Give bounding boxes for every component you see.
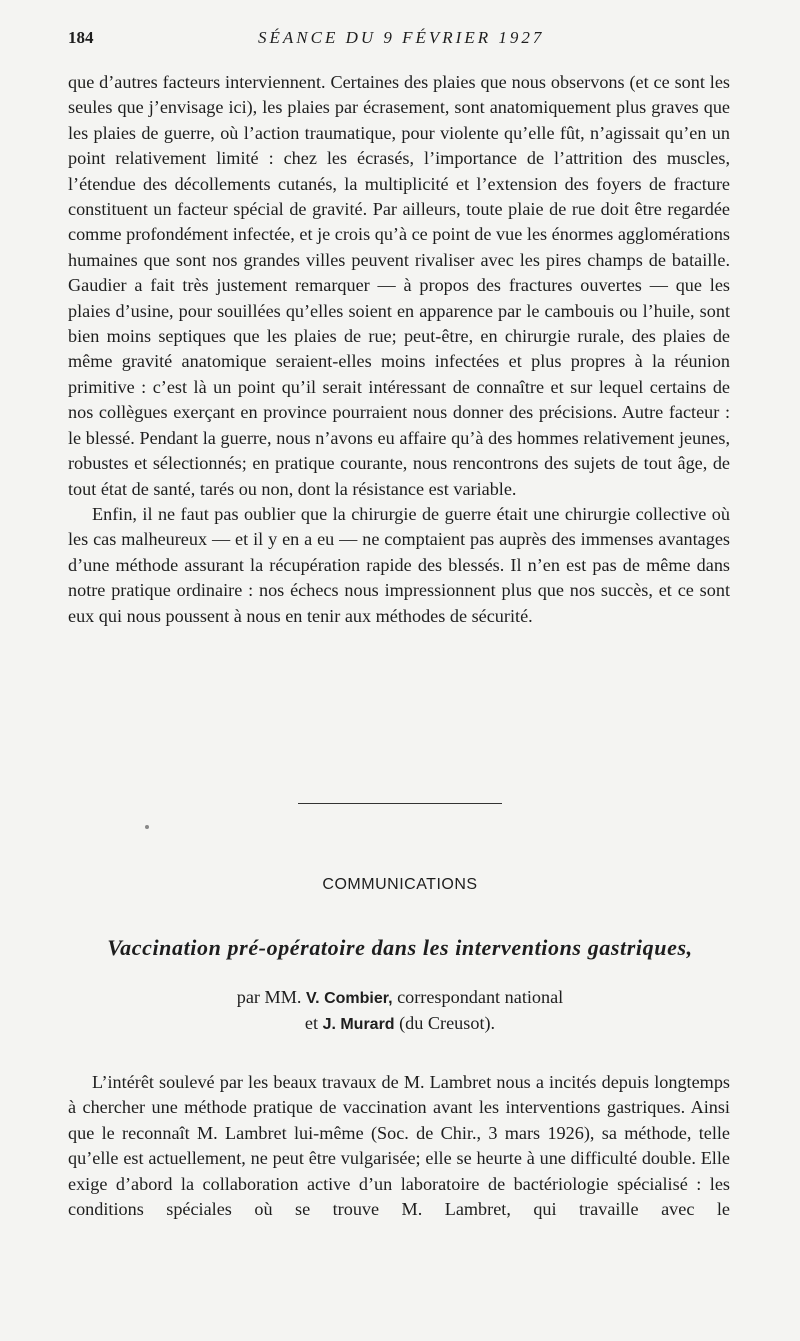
print-speck xyxy=(145,825,149,829)
discussion-text xyxy=(68,70,730,629)
byline-prefix: par MM. xyxy=(236,987,302,1007)
byline-line-1 xyxy=(0,985,800,1011)
paragraph: L’intérêt soulevé par les beaux travaux de M. Lambret nous a incités depuis longtemps à chercher une méthode pratique de vaccination avant les interventions gastriques. Ainsi que le reconnaît M. Lambret lui-même (Soc. de Chir., 3 mars 1926), sa méthode, telle qu’elle est actuellement, ne peut être vulgarisée; elle se heurte à une difficulté double. Elle exige d’abord la collaboration active d’un laboratoire de bactériologie spécialisé : les conditions spéciales où se trouve M. Lambret, qui travaille avec le xyxy=(68,1072,730,1220)
byline-line-2 xyxy=(0,1011,800,1037)
paragraph: que d’autres facteurs interviennent. Certaines des plaies que nous observons (et ce sont les seules que j’envisage ici), les plaies par écrasement, sont anatomiquement plus graves que les plaies de guerre, où l’action traumatique, pour violente qu’elle fût, n’agissait qu’en un point relativement limité : chez les écrasés, l’importance de l’attrition des muscles, l’étendue des décollements cutanés, la multiplicité et l’extension des foyers de fracture constituent un facteur spécial de gravité. Par ailleurs, toute plaie de rue doit être regardée comme profondément infectée, et je crois qu’à ce point de vue les énormes agglomérations humaines que sont nos grandes villes peuvent rivaliser avec les pires champs de bataille. Gaudier a fait très justement remarquer — à propos des fractures ouvertes — que les plaies d’usine, pour souillées qu’elles soient en apparence par le cambouis ou l’huile, sont bien moins septiques que les plaies de rue; peut-être, en chirurgie rurale, des plaies de même gravité anatomique seraient-elles moins infectées et plus propres à la réunion primitive : c’est là un point qu’il serait intéressant de connaître et sur lequel certains de nos collègues exerçant en province pourraient nous donner des précisions. Autre facteur : le blessé. Pendant la guerre, nous n’avons eu affaire qu’à des hommes relativement jeunes, robustes et sélectionnés; en pratique courante, nous rencontrons des sujets de tout âge, de tout état de santé, tarés ou non, dont la résistance est variable. xyxy=(68,72,730,499)
section-heading: COMMUNICATIONS xyxy=(322,876,478,893)
author-role: correspondant national xyxy=(397,987,564,1007)
author-name: V. Combier, xyxy=(305,990,393,1007)
paragraph: Enfin, il ne faut pas oublier que la chirurgie de guerre était une chirurgie collective où les cas malheureux — et il y en a eu — ne comptaient pas auprès des immenses avantages d’une méthode assurant la récupération rapide des blessés. Il n’en est pas de même dans notre pratique ordinaire : nos échecs nous impressionnent plus que nos succès, et ce sont eux qui nous poussent à nous en tenir aux méthodes de sécurité. xyxy=(68,503,730,626)
article-title: Vaccination pré-opératoire dans les interventions gastriques, xyxy=(107,935,693,960)
author-name: J. Murard xyxy=(322,1016,395,1033)
page-number: 184 xyxy=(68,28,94,47)
running-head: SÉANCE DU 9 FÉVRIER 1927 xyxy=(258,28,545,47)
article-text xyxy=(68,1070,730,1222)
author-place: (du Creusot). xyxy=(399,1013,496,1033)
section-divider xyxy=(298,803,502,804)
byline-connector: et xyxy=(304,1013,319,1033)
page-header xyxy=(68,28,732,52)
